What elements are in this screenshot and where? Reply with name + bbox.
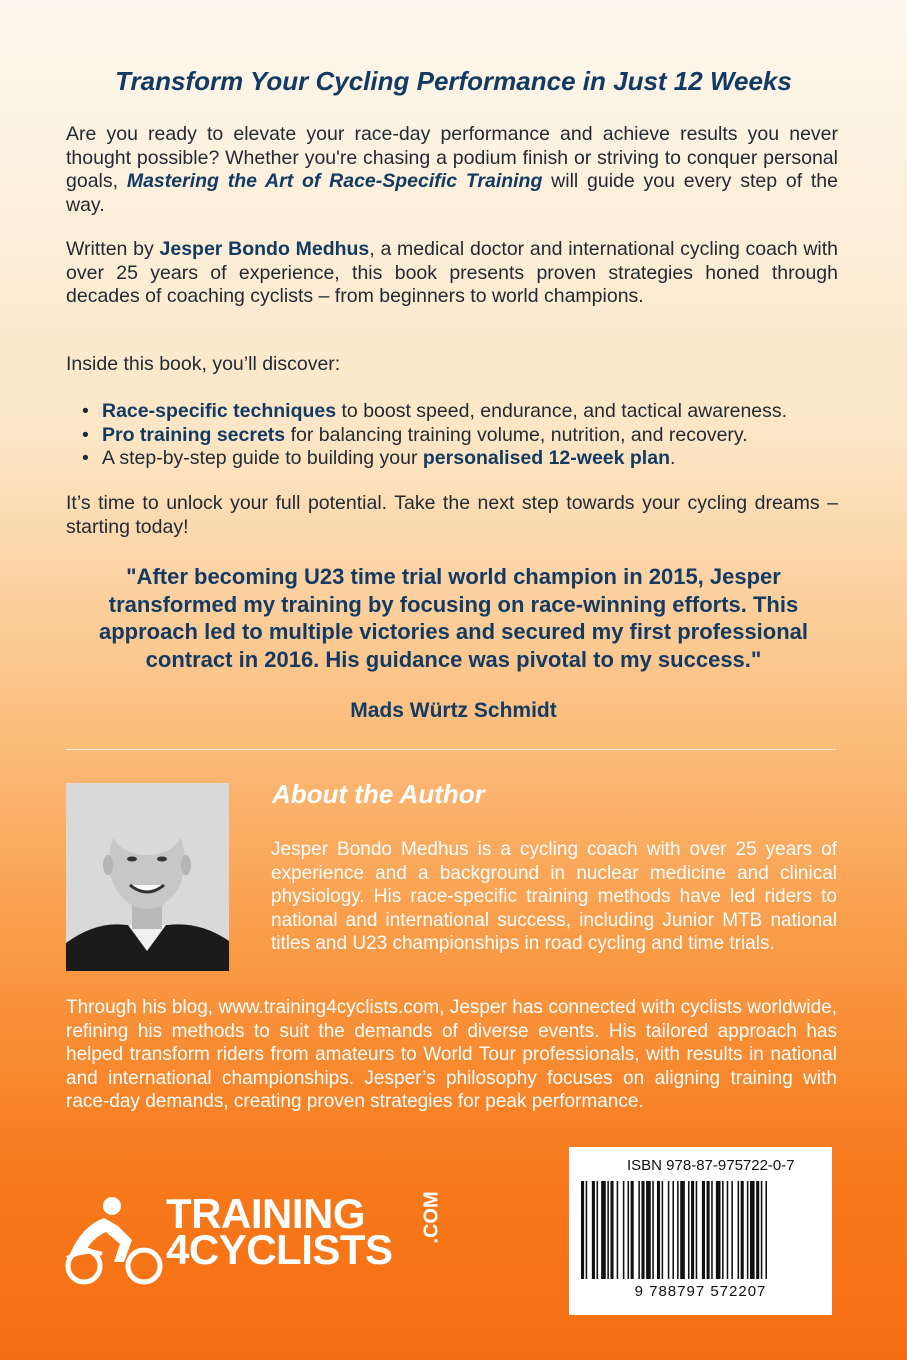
- barcode-bar: [641, 1181, 644, 1279]
- barcode-bar: [688, 1181, 690, 1279]
- author-photo: [66, 783, 229, 971]
- barcode-bar: [750, 1181, 755, 1279]
- barcode-bar: [581, 1181, 584, 1279]
- testimonial-quote: "After becoming U23 time trial world champion in 2015, Jesper transformed my training by focusing on race-winning efforts. This approach led to multiple victories and secured my first professional contract in 2016. His guidance was pivotal to my success.": [98, 564, 809, 672]
- about-author-paragraph-1: Jesper Bondo Medhus is a cycling coach with over 25 years of experience and a background in nuclear medicine and clinical physiology. His race-specific training methods have led riders to national and international success, including Junior MTB national titles and U23 championships in road cycling and time trials.: [271, 839, 837, 955]
- barcode-bar: [617, 1181, 619, 1279]
- barcode-bar: [765, 1181, 767, 1279]
- barcode-bar: [601, 1181, 606, 1279]
- barcode-bar: [646, 1181, 651, 1279]
- book-title: Transform Your Cycling Performance in Just 12 Weeks: [115, 66, 792, 96]
- intro-paragraph-1: [66, 123, 838, 217]
- barcode-bar: [722, 1181, 724, 1279]
- barcode-bar: [711, 1181, 713, 1279]
- logo-text-line-2: 4CYCLISTS: [166, 1226, 393, 1273]
- feature-list: [80, 400, 840, 471]
- barcode-bar: [677, 1181, 679, 1279]
- logo-suffix: .COM: [420, 1191, 443, 1244]
- isbn-label: ISBN 978-87-975722-0-7: [627, 1157, 795, 1174]
- bullet-text: A step-by-step guide to building your: [102, 447, 423, 469]
- barcode-digits: 9 788797 572207: [634, 1283, 767, 1300]
- barcode-bar: [597, 1181, 599, 1279]
- bullet-text: for balancing training volume, nutrition, and recovery.: [285, 423, 748, 446]
- barcode-bar: [741, 1181, 744, 1279]
- barcode-bar: [662, 1181, 664, 1279]
- barcode-bar: [702, 1181, 705, 1279]
- barcode-bar: [672, 1181, 674, 1279]
- barcode-bar: [707, 1181, 710, 1279]
- intro-paragraph-2: [66, 238, 838, 309]
- barcode-bar: [756, 1181, 759, 1279]
- barcode-bar: [696, 1181, 698, 1279]
- list-item: [80, 447, 840, 471]
- bullet-text-end: .: [669, 447, 676, 469]
- cyclist-icon: [62, 1196, 172, 1286]
- intro-text-end: will guide you every step of the way.: [66, 170, 838, 216]
- bullet-bold: personalised 12-week plan: [422, 447, 670, 469]
- barcode-bar: [668, 1181, 670, 1279]
- list-item: [80, 424, 840, 448]
- barcode-bar: [592, 1181, 595, 1279]
- training4cyclists-logo: [62, 1188, 442, 1288]
- barcode-bar: [657, 1181, 660, 1279]
- barcode-bar: [680, 1181, 685, 1279]
- closing-paragraph: It’s time to unlock your full potential. Take the next step towards your cycling dreams – starting today!: [66, 492, 838, 538]
- barcode-bar: [610, 1181, 613, 1279]
- barcode-bar: [631, 1181, 634, 1279]
- intro-text: Are you ready to elevate your race-day performance and achieve results you never thought possible? Whether you're chasing a podium finish or striving to conquer personal goals,: [66, 123, 838, 192]
- testimonial-author: Mads Würtz Schmidt: [350, 699, 557, 722]
- bullet-bold: Pro training secrets: [102, 423, 286, 446]
- isbn-barcode: [569, 1147, 832, 1315]
- about-author-heading: About the Author: [272, 779, 485, 809]
- barcode-bars: [579, 1181, 822, 1279]
- barcode-bar: [716, 1181, 721, 1279]
- barcode-bar: [607, 1181, 609, 1279]
- barcode-bar: [727, 1181, 729, 1279]
- bullet-text: to boost speed, endurance, and tactical awareness.: [336, 400, 788, 422]
- list-item: [80, 400, 840, 424]
- inside-book-heading: Inside this book, you’ll discover:: [66, 353, 341, 375]
- barcode-bar: [761, 1181, 763, 1279]
- barcode-bar: [731, 1181, 733, 1279]
- author-description: , a medical doctor and international cycling coach with over 25 years of experience, this book presents proven strategies honed through decades of coaching cyclists – from beginners to world champions.: [66, 238, 838, 307]
- barcode-bar: [652, 1181, 654, 1279]
- book-name: Mastering the Art of Race-Specific Training: [126, 170, 543, 192]
- barcode-bar: [747, 1181, 749, 1279]
- barcode-bar: [738, 1181, 740, 1279]
- barcode-bar: [628, 1181, 630, 1279]
- author-name: Jesper Bondo Medhus: [159, 238, 370, 260]
- logo-text-line-1: TRAINING: [166, 1190, 365, 1237]
- barcode-bar: [638, 1181, 640, 1279]
- about-author-paragraph-2: Through his blog, www.training4cyclists.com, Jesper has connected with cyclists worldwide, refining his methods to suit the demands of diverse events. His tailored approach has helped transform riders from amateurs to World Tour professionals, with results in national and international championships. Jesper’s philosophy focuses on aligning training with race-day demands, creating proven strategies for peak performance.: [66, 997, 837, 1113]
- barcode-bar: [691, 1181, 694, 1279]
- author-portrait-illustration: [66, 783, 229, 971]
- written-by-text: Written by: [66, 238, 160, 260]
- bullet-bold: Race-specific techniques: [102, 400, 337, 422]
- section-divider: [66, 749, 836, 750]
- barcode-bar: [586, 1181, 588, 1279]
- barcode-bar: [623, 1181, 625, 1279]
